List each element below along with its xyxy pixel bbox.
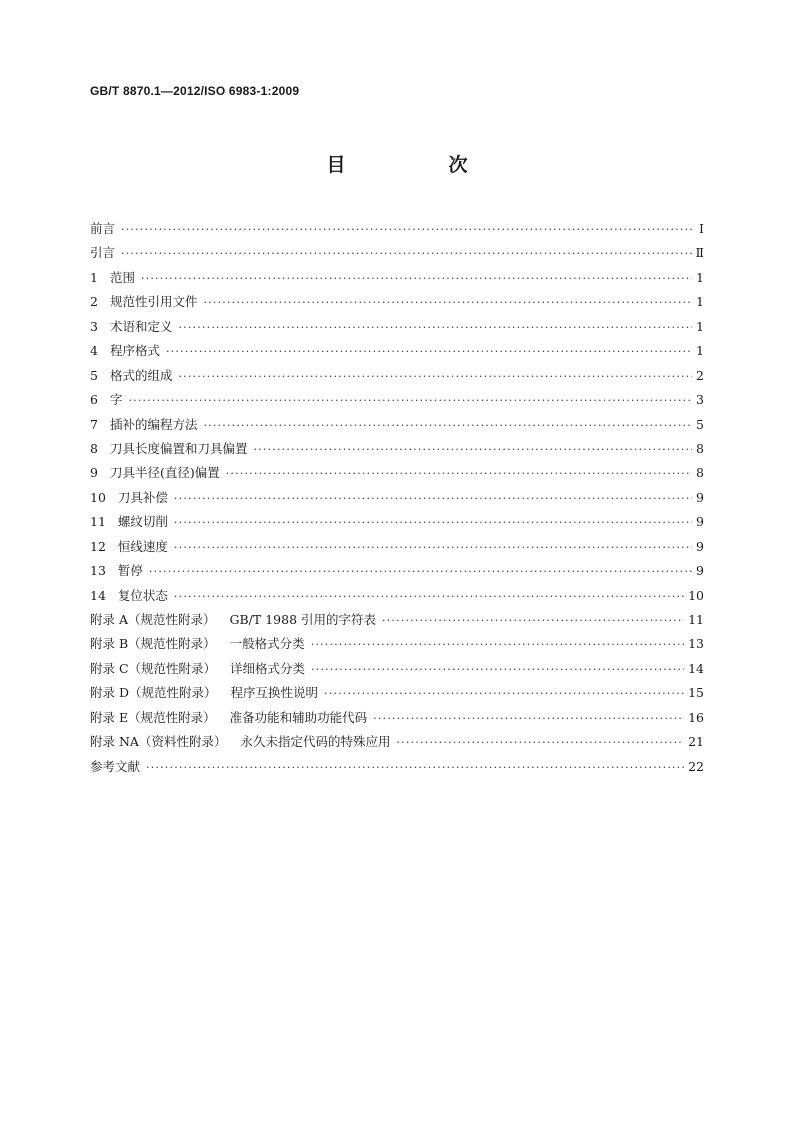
toc-entry-label: 参考文献 (90, 758, 141, 774)
toc-entry-number: 14 (90, 587, 106, 603)
toc-entry[interactable] (90, 681, 704, 705)
toc-entry-text (90, 559, 143, 583)
toc-entry-text (90, 657, 305, 681)
toc-entry-text (90, 437, 247, 461)
toc-dot-leader (166, 340, 692, 364)
toc-entry-text (90, 632, 305, 656)
toc-entry-label: 附录 E（规范性附录） (90, 709, 216, 725)
toc-entry-page-number: 9 (696, 489, 704, 505)
toc-entry-label: 刀具长度偏置和刀具偏置 (109, 440, 248, 456)
toc-entry[interactable] (90, 315, 704, 339)
toc-entry-page-number: 1 (696, 318, 704, 334)
toc-entry-page-number: Ⅰ (699, 221, 704, 236)
toc-entry-label: 复位状态 (117, 587, 168, 603)
toc-dot-leader (178, 316, 692, 340)
toc-dot-leader (311, 633, 684, 657)
toc-dot-leader (149, 560, 692, 584)
toc-entry-text (90, 413, 197, 437)
toc-entry[interactable] (90, 706, 704, 730)
toc-entry[interactable] (90, 266, 704, 290)
toc-entry-text (90, 755, 140, 779)
toc-entry[interactable] (90, 217, 704, 241)
toc-entry-label: 附录 D（规范性附录） (90, 685, 217, 701)
toc-entry-page-number: 3 (696, 392, 704, 408)
toc-entry-text (90, 388, 122, 412)
toc-dot-leader (128, 389, 692, 413)
toc-entry-page-number: 8 (696, 465, 704, 481)
toc-dot-leader (253, 438, 692, 462)
toc-dot-leader (141, 267, 692, 291)
toc-entry-label: 附录 NA（资料性附录） (90, 734, 227, 750)
toc-entry[interactable] (90, 559, 704, 583)
toc-dot-leader (203, 291, 692, 315)
toc-entry-text (90, 730, 390, 754)
toc-entry[interactable] (90, 461, 704, 485)
toc-entry-text (90, 364, 172, 388)
toc-entry-page-number: 13 (688, 636, 704, 652)
toc-dot-leader (396, 731, 684, 755)
toc-entry[interactable] (90, 584, 704, 608)
toc-dot-leader (226, 462, 692, 486)
toc-entry-subtitle: 程序互换性说明 (230, 685, 319, 701)
toc-entry-label: 术语和定义 (109, 318, 173, 334)
toc-entry-label: 附录 A（规范性附录） (90, 612, 216, 627)
toc-dot-leader (121, 218, 692, 242)
toc-dot-leader (174, 585, 684, 609)
toc-entry-number: 11 (90, 514, 106, 530)
toc-dot-leader (146, 756, 684, 780)
toc-entry-number: 12 (90, 538, 106, 554)
toc-entry[interactable] (90, 535, 704, 559)
toc-entry-number: 13 (90, 563, 106, 579)
toc-entry-page-number: 22 (688, 758, 704, 774)
toc-entry-label: 螺纹切削 (117, 514, 168, 530)
toc-entry[interactable] (90, 413, 704, 437)
toc-entry-text (90, 608, 376, 632)
document-code: GB/T 8870.1—2012/ISO 6983-1:2009 (90, 84, 300, 98)
toc-entry-label: 附录 C（规范性附录） (90, 660, 217, 676)
toc-entry-label: 前言 (90, 221, 116, 236)
toc-dot-leader (373, 707, 684, 731)
toc-dot-leader (178, 365, 692, 389)
toc-entry-number: 1 (90, 269, 98, 285)
toc-dot-leader (324, 682, 684, 706)
toc-entry-text (90, 290, 197, 314)
toc-entry-text (90, 706, 367, 730)
toc-entry-label: 程序格式 (109, 343, 160, 359)
toc-entry[interactable] (90, 510, 704, 534)
toc-entry[interactable] (90, 632, 704, 656)
toc-entry[interactable] (90, 241, 704, 265)
toc-entry-page-number: 1 (696, 343, 704, 359)
toc-entry-label: 规范性引用文件 (109, 294, 198, 310)
toc-entry[interactable] (90, 339, 704, 363)
toc-entry[interactable] (90, 486, 704, 510)
toc-entry[interactable] (90, 290, 704, 314)
toc-entry-page-number: 10 (688, 587, 704, 603)
toc-entry-number: 3 (90, 318, 98, 334)
toc-entry-subtitle: 一般格式分类 (229, 636, 305, 652)
toc-entry-text (90, 535, 168, 559)
page-title: 目 次 (326, 154, 510, 176)
toc-entry-number: 8 (90, 440, 98, 456)
table-of-contents (90, 217, 704, 779)
toc-entry[interactable] (90, 388, 704, 412)
toc-entry-subtitle: GB/T 1988 引用的字符表 (229, 612, 376, 627)
toc-entry-page-number: 21 (688, 734, 704, 750)
toc-entry-page-number: 1 (696, 269, 704, 285)
toc-entry-page-number: 11 (688, 612, 704, 627)
toc-entry-number: 4 (90, 343, 98, 359)
toc-dot-leader (121, 242, 691, 266)
toc-entry-label: 字 (109, 392, 123, 408)
toc-entry-number: 6 (90, 392, 98, 408)
toc-entry-page-number: 9 (696, 538, 704, 554)
toc-entry[interactable] (90, 437, 704, 461)
toc-entry-page-number: 15 (688, 685, 704, 701)
toc-entry-label: 附录 B（规范性附录） (90, 636, 216, 652)
toc-dot-leader (382, 609, 684, 633)
toc-dot-leader (174, 536, 692, 560)
toc-entry-page-number: 9 (696, 514, 704, 530)
toc-entry-page-number: 1 (696, 294, 704, 310)
toc-entry-text (90, 315, 172, 339)
toc-entry-text (90, 217, 115, 241)
toc-entry-text (90, 266, 135, 290)
toc-entry[interactable] (90, 608, 704, 632)
toc-entry-text (90, 241, 115, 265)
toc-entry-text (90, 486, 168, 510)
toc-entry-label: 范围 (109, 269, 135, 285)
toc-dot-leader (174, 511, 692, 535)
toc-entry-text (90, 510, 168, 534)
toc-dot-leader (311, 658, 684, 682)
toc-entry-label: 刀具半径(直径)偏置 (109, 465, 220, 481)
toc-entry-label: 刀具补偿 (117, 489, 168, 505)
toc-entry-page-number: 8 (696, 440, 704, 456)
toc-entry-page-number: 5 (696, 416, 704, 432)
toc-entry-text (90, 584, 168, 608)
toc-entry-number: 10 (90, 489, 106, 505)
toc-entry-page-number: 14 (688, 660, 704, 676)
toc-entry-page-number: 2 (696, 367, 704, 383)
toc-entry[interactable] (90, 755, 704, 779)
toc-entry-page-number: 16 (688, 709, 704, 725)
toc-entry-subtitle: 准备功能和辅助功能代码 (229, 709, 368, 725)
toc-entry-page-number: Ⅱ (695, 245, 704, 261)
toc-entry-number: 9 (90, 465, 98, 481)
toc-entry[interactable] (90, 364, 704, 388)
toc-dot-leader (174, 487, 692, 511)
toc-entry[interactable] (90, 657, 704, 681)
toc-entry-text (90, 339, 160, 363)
toc-entry-page-number: 9 (696, 563, 704, 579)
toc-entry-number: 7 (90, 416, 98, 432)
toc-entry-subtitle: 永久未指定代码的特殊应用 (240, 734, 391, 750)
toc-entry[interactable] (90, 730, 704, 754)
toc-entry-label: 引言 (90, 245, 116, 261)
toc-dot-leader (203, 414, 692, 438)
toc-entry-text (90, 681, 318, 705)
toc-entry-label: 暂停 (117, 563, 143, 579)
toc-entry-number: 5 (90, 367, 98, 383)
toc-entry-label: 格式的组成 (109, 367, 173, 383)
toc-entry-label: 恒线速度 (117, 538, 168, 554)
toc-entry-text (90, 461, 220, 485)
toc-entry-label: 插补的编程方法 (109, 416, 198, 432)
toc-entry-subtitle: 详细格式分类 (230, 660, 306, 676)
toc-entry-number: 2 (90, 294, 98, 310)
